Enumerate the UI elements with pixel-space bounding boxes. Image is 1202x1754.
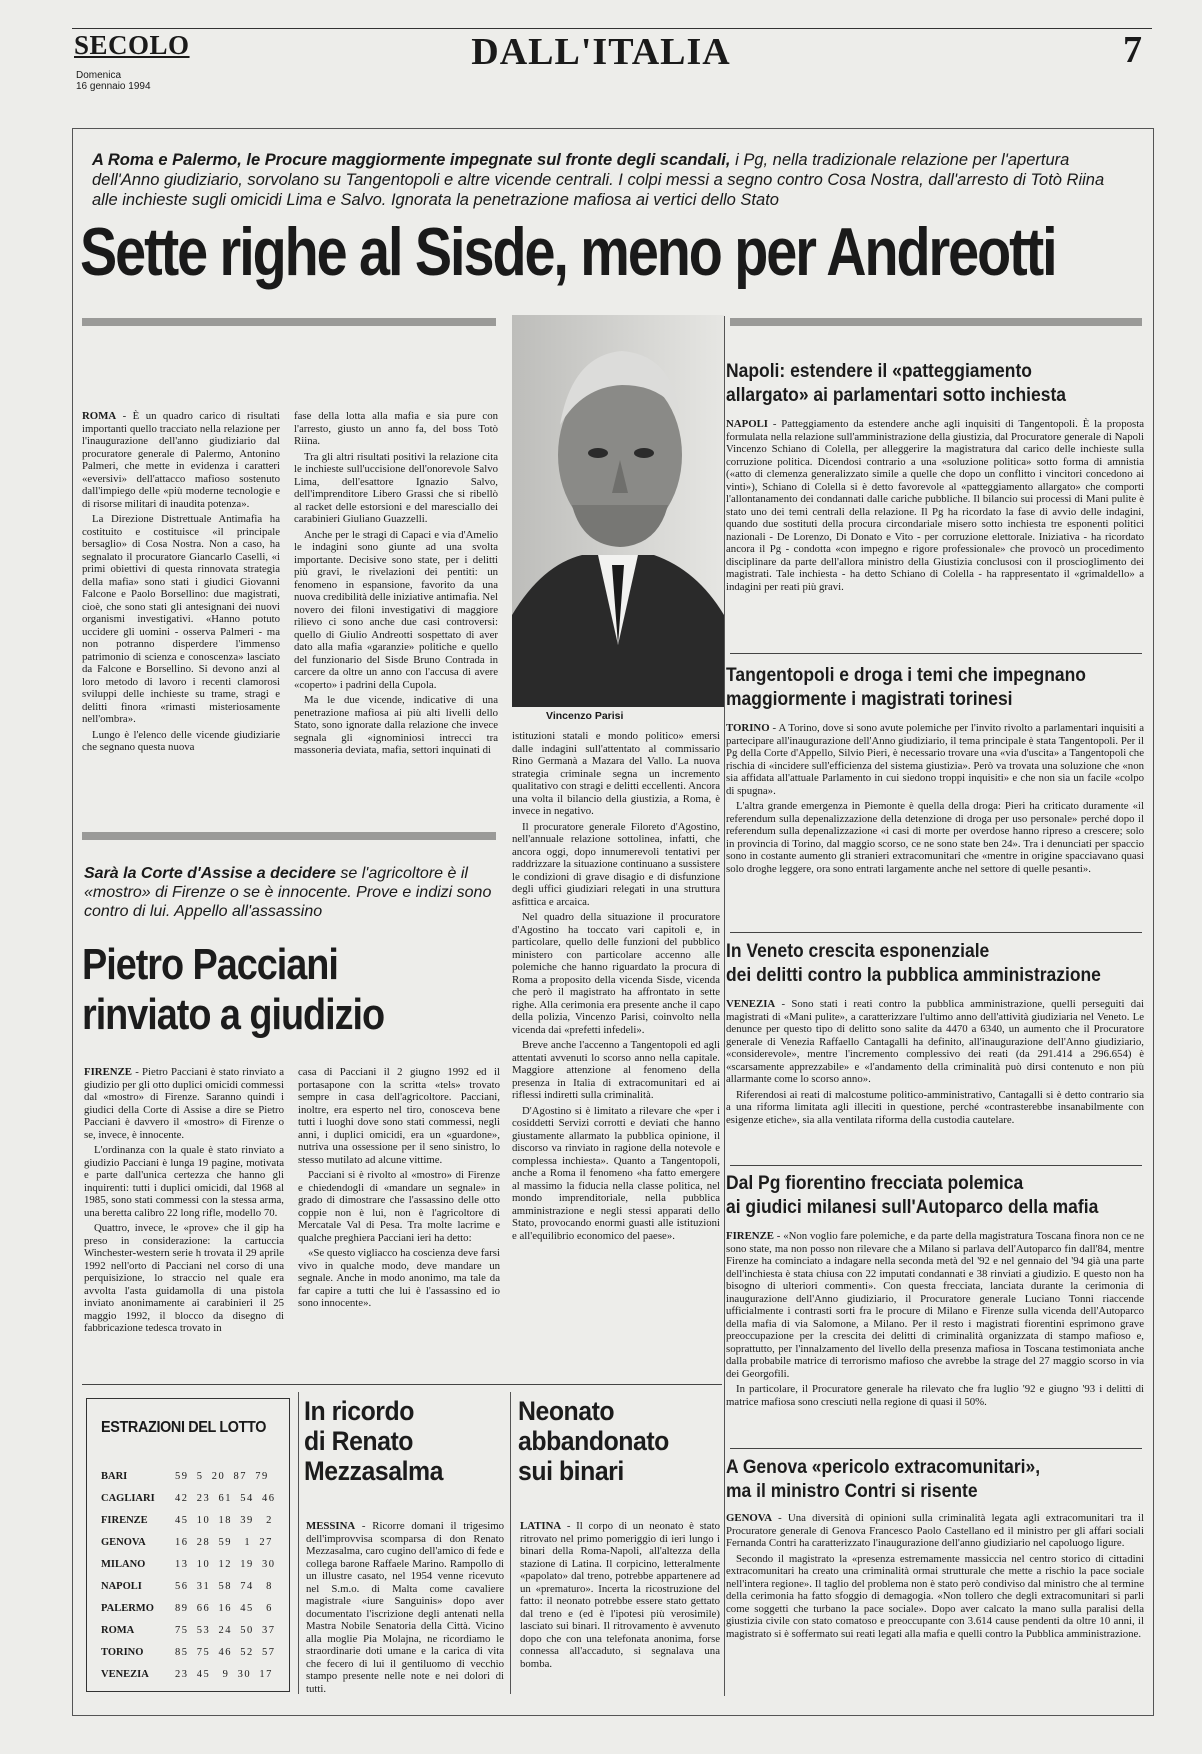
pacciani-p: Quattro, invece, le «prove» che il gip ha preso in considerazione: la cartuccia Winchester-western serie h trovata il 29 aprile 1992 nell'orto di Pacciani nel corso di una perquisizione, lo straccio nel quale era avvolta l'asta guidamolla di una pistola inviato anonimamente ai carabinieri il 25 maggio 1992, il blocco da disegno di fabbricazione tedesca trovato in — [84, 1222, 284, 1334]
lotto-city: FIRENZE — [101, 1515, 148, 1526]
header-rule — [72, 28, 1152, 29]
mezzasalma-p: MESSINA - Ricorre domani il trigesimo dell'improvvisa scomparsa di don Renato Mezzasalma, caro cugino dell'amico di fede e collega barone Raffaele Marino. Rampollo di un illustre casato, nel 1954 venne ricevuto nel S.m.o. di Malta come cavaliere magistrale «iure Sanguinis» dopo aver documentato l'iscrizione degli antenati nella Mastra Nobile Senatoria della Città. Vicino alla moglie Pia Molajna, ne ricordiamo le straordinarie doti umane e la carica di vita che fecero di lui il gentiluomo di vecchio stampo presente nelle note e nei dolori di tutti. — [306, 1520, 504, 1695]
lotto-numbers: 45 10 18 39 2 — [175, 1515, 273, 1526]
pacciani-p: casa di Pacciani il 2 giugno 1992 ed il portasapone con la scritta «tels» trovato sempre in casa dell'agricoltore. Pacciani, inoltre, era esperto nel tiro, conosceva bene tutti i luoghi dove sono stati commessi, negli anni, i duplici omicidi, era un «guardone», nutriva una ossessione per il seno sinistro, lo stesso mutilato ad alcune vittime. — [298, 1066, 500, 1166]
main-article-col3 — [512, 730, 720, 1378]
firenze-headline-line2: ai giudici milanesi sull'Autoparco della mafia — [726, 1197, 1099, 1218]
page-number: 7 — [1123, 29, 1142, 71]
pacciani-p: FIRENZE - Pietro Pacciani è stato rinviato a giudizio per gli otto duplici omicidi commessi dal «mostro» di Firenze. Saranno quindi i giudici della Corte di Assise a dire se Pietro Pacciani è davvero il «mostro» di Firenze o se, invece, è innocente. — [84, 1066, 284, 1141]
dateline: VENEZIA — [726, 998, 776, 1010]
divider — [82, 1384, 722, 1385]
pacciani-col2 — [298, 1066, 500, 1378]
lotto-numbers: 59 5 20 87 79 — [175, 1471, 269, 1482]
genova-headline-line1: A Genova «pericolo extracomunitari», — [726, 1457, 1041, 1478]
lotto-numbers: 75 53 24 50 37 — [175, 1625, 276, 1636]
main-headline: Sette righe al Sisde, meno per Andreotti — [80, 214, 1056, 290]
pacciani-col1 — [84, 1066, 284, 1378]
pacciani-p: Pacciani si è rivolto al «mostro» di Firenze e chiedendogli di «mandare un segnale» in grado di dimostrare che l'assassino delle otto coppie non è lui, non è l'agricoltore di Mercatale Val di Pesa. Tra molte lacrime e qualche preghiera Pacciani ieri ha detto: — [298, 1169, 500, 1244]
genova-headline-line2: ma il ministro Contri si risente — [726, 1481, 978, 1502]
firenze-headline — [726, 1172, 1098, 1220]
pacciani-kicker — [84, 864, 494, 921]
torino-p: L'altra grande emergenza in Piemonte è quella della droga: Pieri ha criticato duramente «il referendum sulla depenalizzazione della detenzione di droga per uso personale» perché dopo il referendum sulla depenalizzazione «i casi di morte per overdose hanno ripreso a crescere; solo in provincia di Torino, dal maggio scorso, ce ne sono state ben 24». Tra i denunciati per spaccio sono in costante aumento gli stranieri extracomunitari che «mentre in origine spacciavano quasi solo droghe leggere, ora sono entrati largamente anche nel settore di quelle pesanti». — [726, 800, 1144, 875]
firenze-p: In particolare, il Procuratore generale ha rilevato che fra luglio '92 e giugno '93 i delitti di matrice mafiosa sono cresciuti nella regione di quasi il 50%. — [726, 1383, 1144, 1408]
lotto-city: TORINO — [101, 1647, 144, 1658]
lotto-numbers: 13 10 12 19 30 — [175, 1559, 276, 1570]
veneto-p: VENEZIA - Sono stati i reati contro la pubblica amministrazione, quelli perseguiti dai magistrati di «Mani pulite», a caratterizzare l'ultimo anno dell'attività giudiziaria nel Veneto. Le denunce per questo tipo di delitto sono salite da 4470 a 6340, un aumento che il Procuratore generale di Venezia Raffaello Cantagalli ha definito, all'inaugurazione dell'Anno giudiziario, «considerevole», mentre l'incremento complessivo dei reati (da 291.414 a 296.654) è «scarsamente apprezzabile» e «l'andamento della criminalità può dirsi contenuto e non più allarmante come lo scorso anno». — [726, 998, 1144, 1085]
neonato-p: LATINA - Il corpo di un neonato è stato ritrovato nel primo pomeriggio di ieri lungo i binari della Roma-Napoli, all'altezza della stazione di Latina. Il corpicino, letteralmente «papolato» dal treno, potrebbe appartenere ad un «prematuro». Incerta la ricostruzione del fatto: il neonato potrebbe essere stato gettato dal treno e (ed è l'ipotesi più verosimile) lasciato sui binari. Il ritrovamento è avvenuto dopo che con una telefonata anonima, forse connessa all'accaduto, si segnalava una bomba. — [520, 1520, 720, 1670]
main-article-p: fase della lotta alla mafia e sia pure con l'arresto, giusto un anno fa, del boss Totò Riina. — [294, 410, 498, 447]
dateline: FIRENZE — [726, 1230, 774, 1242]
pacciani-p: «Se questo vigliacco ha coscienza deve farsi vivo in qualche modo, deve mandare un segnale. Anche in modo anonimo, ma tale da far capire a tutti che lui è l'assassino ed io sono innocente». — [298, 1247, 500, 1309]
veneto-headline-line2: dei delitti contro la pubblica amministrazione — [726, 965, 1101, 986]
dateline: FIRENZE — [84, 1066, 132, 1078]
lotto-title: ESTRAZIONI DEL LOTTO — [101, 1419, 267, 1436]
main-article-col1 — [82, 410, 280, 818]
pacciani-headline-line2: rinviato a giudizio — [82, 990, 385, 1039]
lotto-city: NAPOLI — [101, 1581, 142, 1592]
main-article-p: Il procuratore generale Filoreto d'Agostino, nell'annuale relazione sottolinea, infatti, che ancora oggi, dopo innumerevoli tentativi per raddrizzare la situazione continuano a sussistere le condizioni di grave disagio e di disfunzione degli uffici giudiziari relegati in una struttura asfittica e arcaica. — [512, 820, 720, 908]
section-title: DALL'ITALIA — [471, 31, 731, 73]
divider — [730, 1448, 1142, 1449]
lotto-numbers: 85 75 46 52 57 — [175, 1647, 276, 1658]
lotto-city: MILANO — [101, 1559, 146, 1570]
main-article-col2 — [294, 410, 498, 818]
pacciani-headline-line1: Pietro Pacciani — [82, 940, 338, 989]
genova-p: GENOVA - Una diversità di opinioni sulla criminalità legata agli extracomunitari tra il Procuratore generale di Genova Francesco Paolo Castellano ed il ministro per gli affari sociali Fernanda Contri ha caratterizzato l'inaugurazione dell'anno giudiziario nel capoluogo ligure. — [726, 1512, 1144, 1549]
mezzasalma-headline-line1: In ricordo — [304, 1396, 414, 1426]
lotto-numbers: 42 23 61 54 46 — [175, 1493, 276, 1504]
napoli-headline-line2: allargato» ai parlamentari sotto inchiesta — [726, 385, 1067, 406]
veneto-text — [726, 998, 1144, 1160]
masthead-day: Domenica — [76, 70, 122, 81]
main-article-p: Lungo è l'elenco delle vicende giudiziarie che segnano questa nuova — [82, 728, 280, 753]
main-article-p: ROMA - È un quadro carico di risultati importanti quello tracciato nella relazione per l'inaugurazione dell'anno giudiziario dal procuratore generale di Palermo, Antonino Palmeri, che mette in evidenza i caratteri «eversivi» dell'attacco mafioso sostenuto dall'impiego delle «più moderne tecnologie e di risorse militari di inaudita potenza». — [82, 410, 280, 510]
firenze-text — [726, 1230, 1144, 1444]
lotto-box — [86, 1398, 290, 1692]
main-article-p: Nel quadro della situazione il procuratore d'Agostino ha toccato vari capitoli e, in particolare, quello delle funzioni del pubblico ministero con particolare accenno alle polemiche che hanno riguardato la procura di Roma a proposito della vicenda Sisde, vicenda che però il magistrato ha affrontato in sette righe. Alla cerimonia era presente anche il capo della polizia, Vincenzo Parisi, coinvolto nella vicenda dai «prefetti infedeli». — [512, 911, 720, 1036]
veneto-p: Riferendosi ai reati di malcostume politico-amministrativo, Cantagalli si è detto contrario sia a una riforma limitata agli illeciti in questione, perché «contrasterebbe insanabilmente con esigenze etiche», sia alla ventilata riforma della custodia cautelare. — [726, 1088, 1144, 1126]
divider-bar — [82, 318, 496, 326]
dateline: TORINO — [726, 722, 770, 734]
neonato-headline-line1: Neonato — [518, 1396, 615, 1426]
dateline: LATINA — [520, 1520, 562, 1532]
torino-headline-line2: maggiormente i magistrati torinesi — [726, 689, 1013, 710]
photo-caption: Vincenzo Parisi — [546, 710, 624, 722]
veneto-headline-line1: In Veneto crescita esponenziale — [726, 941, 990, 962]
masthead: SECOLO — [74, 30, 190, 60]
napoli-headline-line1: Napoli: estendere il «patteggiamento — [726, 361, 1032, 382]
dateline: ROMA — [82, 410, 117, 422]
lotto-city: CAGLIARI — [101, 1493, 155, 1504]
neonato-headline-line2: abbandonato — [518, 1426, 669, 1456]
lotto-city: PALERMO — [101, 1603, 154, 1614]
pacciani-headline — [82, 940, 384, 1040]
mezzasalma-headline — [304, 1396, 443, 1486]
torino-headline-line1: Tangentopoli e droga i temi che impegnano — [726, 665, 1086, 686]
firenze-headline-line1: Dal Pg fiorentino frecciata polemica — [726, 1173, 1024, 1194]
lotto-city: GENOVA — [101, 1537, 146, 1548]
firenze-p: FIRENZE - «Non voglio fare polemiche, e da parte della magistratura Toscana finora non ce ne sono state, ma non posso non rilevare che a Milano si parlava dell'Autoparco fin dall'84, mentre Firenze ha cominciato a indagare nella seconda metà del '92 e nel gennaio del '94 già una parte dell'inchiesta è stata chiusa con 22 imputati condannati e 38 rinviati a giudizio. E questo non ha bisogno di ulteriori commenti». Con questa frecciata, lanciata durante la cerimonia di inaugurazione dell'Anno giudiziario, il Procuratore generale Luciano Tonni riaccende ufficialmente i contrasti sorti fra le procure di Milano e Firenze sulla vicenda dell'Autoparco della mafia di via Salomone, a Milano. Per il resto i magistrati fiorentini esprimono grave preoccupazione per la crescita dei delitti di criminalità organizzata di stampo mafioso e, soprattutto, per l'innalzamento del livello della presenza mafiosa in Toscana testimoniata anche dalla probabile matrice di terrorismo mafioso che avrebbe la strage del 27 maggio scorso in via dei Georgofili. — [726, 1230, 1144, 1380]
dateline: NAPOLI — [726, 418, 768, 430]
napoli-headline — [726, 360, 1066, 408]
genova-text — [726, 1512, 1144, 1702]
mezzasalma-text — [306, 1520, 504, 1696]
neonato-text — [520, 1520, 720, 1696]
torino-text — [726, 722, 1144, 926]
masthead-full-date: 16 gennaio 1994 — [76, 81, 151, 92]
lotto-city: VENEZIA — [101, 1669, 149, 1680]
portrait-image — [512, 315, 724, 707]
lotto-city: BARI — [101, 1471, 128, 1482]
main-article-p: Anche per le stragi di Capaci e via d'Amelio le indagini sono giunte ad una svolta importante. Decisive sono state, per i delitti più gravi, le rivelazioni dei pentiti: un fenomeno in espansione, favorito da una nuova credibilità delle iniziative antimafia. Nel novero dei filoni investigativi di maggiore rilievo ci sono anche due casi controversi: quello di Giulio Andreotti sospettato di aver dato alla mafia «garanzie» politiche e quello del funzionario del Sisde Bruno Contrada in carcere da oltre un anno con l'accusa di avere «coperto» i padrini della Cupola. — [294, 528, 498, 691]
napoli-text — [726, 418, 1144, 646]
genova-p: Secondo il magistrato la «presenza estremamente massiccia nel centro storico di cittadini extracomunitari ha creato una criminalità ormai strutturale che mette a rischio la pace sociale nell'intera regione». Il taglio del problema non è stato però condiviso dal ministro che al termine della cerimonia ha fatto sfoggio di demagogia. «Non tollero che degli extracomunitari si parli come soggetti che turbano la pace sociale». Dopo aver calcato la mano sulla paralisi della giustizia civile con stato comatoso e preoccupante con 3.614 cause pendenti da oltre 10 anni, il magistrato si è soffermato sui reati legati alla mafia e quelli contro la Pubblica amministrazione. — [726, 1552, 1144, 1640]
torino-p: TORINO - A Torino, dove si sono avute polemiche per l'invito rivolto a parlamentari inquisiti a partecipare all'inaugurazione dell'Anno giudiziario, il tema principale è stata Tangentopoli. Per il Pg della Corte d'Appello, Silvio Pieri, è necessario trovare una «via d'uscita» a Tangentopoli che rischia di «incidere sull'efficienza del sistema giustizia». Però va trovata una soluzione che «non sia affidata all'attuale Parlamento in cui siedono troppi inquisiti» e che non sia un facile «colpo di spugna». — [726, 722, 1144, 797]
lotto-numbers: 56 31 58 74 8 — [175, 1581, 273, 1592]
lead-paragraph — [92, 150, 1132, 210]
neonato-headline-line3: sui binari — [518, 1456, 624, 1486]
divider-bar — [82, 832, 496, 840]
main-article-p: istituzioni statali e mondo politico» emersi dalle indagini sull'attentato al commissario Rino Germanà a Mazara del Vallo. La nuova strategia criminale segna un incremento qualitativo con stragi e delitti eccellenti. Ancora una volta il bilancio della giustizia, a Roma, è invece in negativo. — [512, 730, 720, 817]
column-rule — [298, 1392, 299, 1694]
genova-headline — [726, 1456, 1040, 1504]
mezzasalma-headline-line2: di Renato — [304, 1426, 414, 1456]
mezzasalma-headline-line3: Mezzasalma — [304, 1456, 444, 1486]
main-article-p: D'Agostino si è limitato a rilevare che «per i cosiddetti Servizi corrotti e deviati che hanno giustamente allarmato la pubblica opinione, il discorso va rinviato in ragione della notevole e complessa inchiesta». Quanto a Tangentopoli, anche a Roma il fenomeno «ha fatto emergere al massimo la fiducia nella classe politica, nel mondo imprenditoriale, nella pubblica amministrazione e negli stessi apparati dello Stato, provocando enormi guasti alle istituzioni e all'equilibrio economico del paese». — [512, 1104, 720, 1242]
neonato-headline — [518, 1396, 669, 1486]
dateline: MESSINA — [306, 1520, 356, 1532]
pacciani-p: L'ordinanza con la quale è stato rinviato a giudizio Pacciani è lunga 19 pagine, motivata e parte dall'unica certezza che hanno gli inquirenti: tutti i duplici omicidi, dal 1968 al 1985, sono stati commessi con la stessa arma, una beretta calibro 22 long rifle, modello 70. — [84, 1144, 284, 1219]
main-article-p: Breve anche l'accenno a Tangentopoli ed agli attentati avvenuti lo scorso anno nella capitale. Maggiore attenzione al fenomeno della presenza in Italia di extracomunitari ed ai riflessi indiretti sulla criminalità. — [512, 1039, 720, 1101]
divider — [730, 932, 1142, 933]
lead-bold: A Roma e Palermo, le Procure maggiormente impegnate sul fronte degli scandali, — [92, 151, 731, 169]
pacciani-kicker-bold: Sarà la Corte d'Assise a decidere — [84, 865, 336, 882]
lotto-numbers: 89 66 16 45 6 — [175, 1603, 273, 1614]
napoli-p: NAPOLI - Patteggiamento da estendere anche agli inquisiti di Tangentopoli. È la proposta formulata nella relazione sull'amministrazione della giustizia, dal Procuratore generale di Napoli Vincenzo Schiano di Colella, per alleggerire la magistratura dal carico delle inchieste sulla corruzione politica. Dicendosi contrario a una «soluzione politica» sotto forma di amnistia («atto di clemenza generalizzato simile a quelle che dopo un conflitto i vincitori concedono ai vinti»), Schiano di Colella si è detto favorevole al «patteggiamento allargato» che comporti l'allontanamento dei condannati dalle cariche pubbliche. Il bilancio sui processi di Mani pulite è stato uno dei temi centrali della relazione. Il Pg ha ricordato la fase di avvio delle indagini, quando due sostituti della procura circondariale misero sotto inchiesta tre esponenti politici nazionali - De Lorenzo, Di Donato e Vito - per corruzione elettorale. Iniziativa - ha ricordato ancora il Pg - condotta «con impegno e rigore professionale» che provocò un procedimento disciplinare da parte dell'allora ministro della Giustizia conclusosi con il proscioglimento dei magistrati. Tale inchiesta - ha detto Schiano di Colella - ha rappresentato il «grimaldello» a indagini per reati più gravi. — [726, 418, 1144, 593]
divider — [730, 1165, 1142, 1166]
dateline: GENOVA — [726, 1512, 772, 1524]
lead-rest: i Pg, nella tradizionale relazione per l'apertura dell'Anno giudiziario, sorvolano su Tangentopoli e altre vicende centrali. I colpi messi a segno contro Cosa Nostra, dall'arresto di Totò Riina alle inchieste sugli omicidi Lima e Salvo. Ignorata la penetrazione mafiosa ai vertici dello Stato — [92, 151, 1105, 209]
torino-headline — [726, 664, 1086, 712]
main-article-p: La Direzione Distrettuale Antimafia ha costituito e costituisce «il principale bersaglio» di Cosa Nostra. Non a caso, ha segnalato il procuratore Giancarlo Caselli, «i primi obiettivi di questa rinnovata strategia della mafia» sono stati i giudici Giovanni Falcone e Paolo Borsellino: due magistrati, cioè, che sono stati gli antesignani dei nuovi organismi investigativi. «Hanno potuto uccidere gli uomini - osserva Palmeri - ma non potranno disperdere l'immenso patrimonio di scienza e conoscenza» lasciato da Falcone e Borsellino. Si devono anzi al loro metodo di lavoro i recenti clamorosi sviluppi delle inchieste su trame, stragi e delitti finora «rimasti misteriosamente nell'ombra». — [82, 513, 280, 725]
main-article-p: Ma le due vicende, indicative di una penetrazione mafiosa ai più alti livelli dello Stato, sono ignorate dalla relazione che invece segnala gli «ignominiosi intrecci tra massoneria deviata, mafia, settori inquinati di — [294, 694, 498, 756]
column-rule — [510, 1392, 511, 1694]
pacciani-kicker-rest: se l'agricoltore è il «mostro» di Firenze o se è innocente. Prove e indizi sono contro di lui. Appello all'assassino — [84, 865, 492, 920]
divider — [730, 653, 1142, 654]
portrait-photo — [512, 315, 724, 707]
main-article-p: Tra gli altri risultati positivi la relazione cita le inchieste sull'uccisione dell'onorevole Salvo Lima, dell'esattore Ignazio Salvo, dell'imprenditore Libero Grassi che si ribellò al racket delle estorsioni e del maresciallo dei carabinieri Giuliano Guazzelli. — [294, 450, 498, 525]
veneto-headline — [726, 940, 1101, 988]
lotto-city: ROMA — [101, 1625, 135, 1636]
lotto-numbers: 16 28 59 1 27 — [175, 1537, 273, 1548]
lotto-numbers: 23 45 9 30 17 — [175, 1669, 273, 1680]
divider-bar — [730, 318, 1142, 326]
column-rule — [724, 316, 725, 1696]
